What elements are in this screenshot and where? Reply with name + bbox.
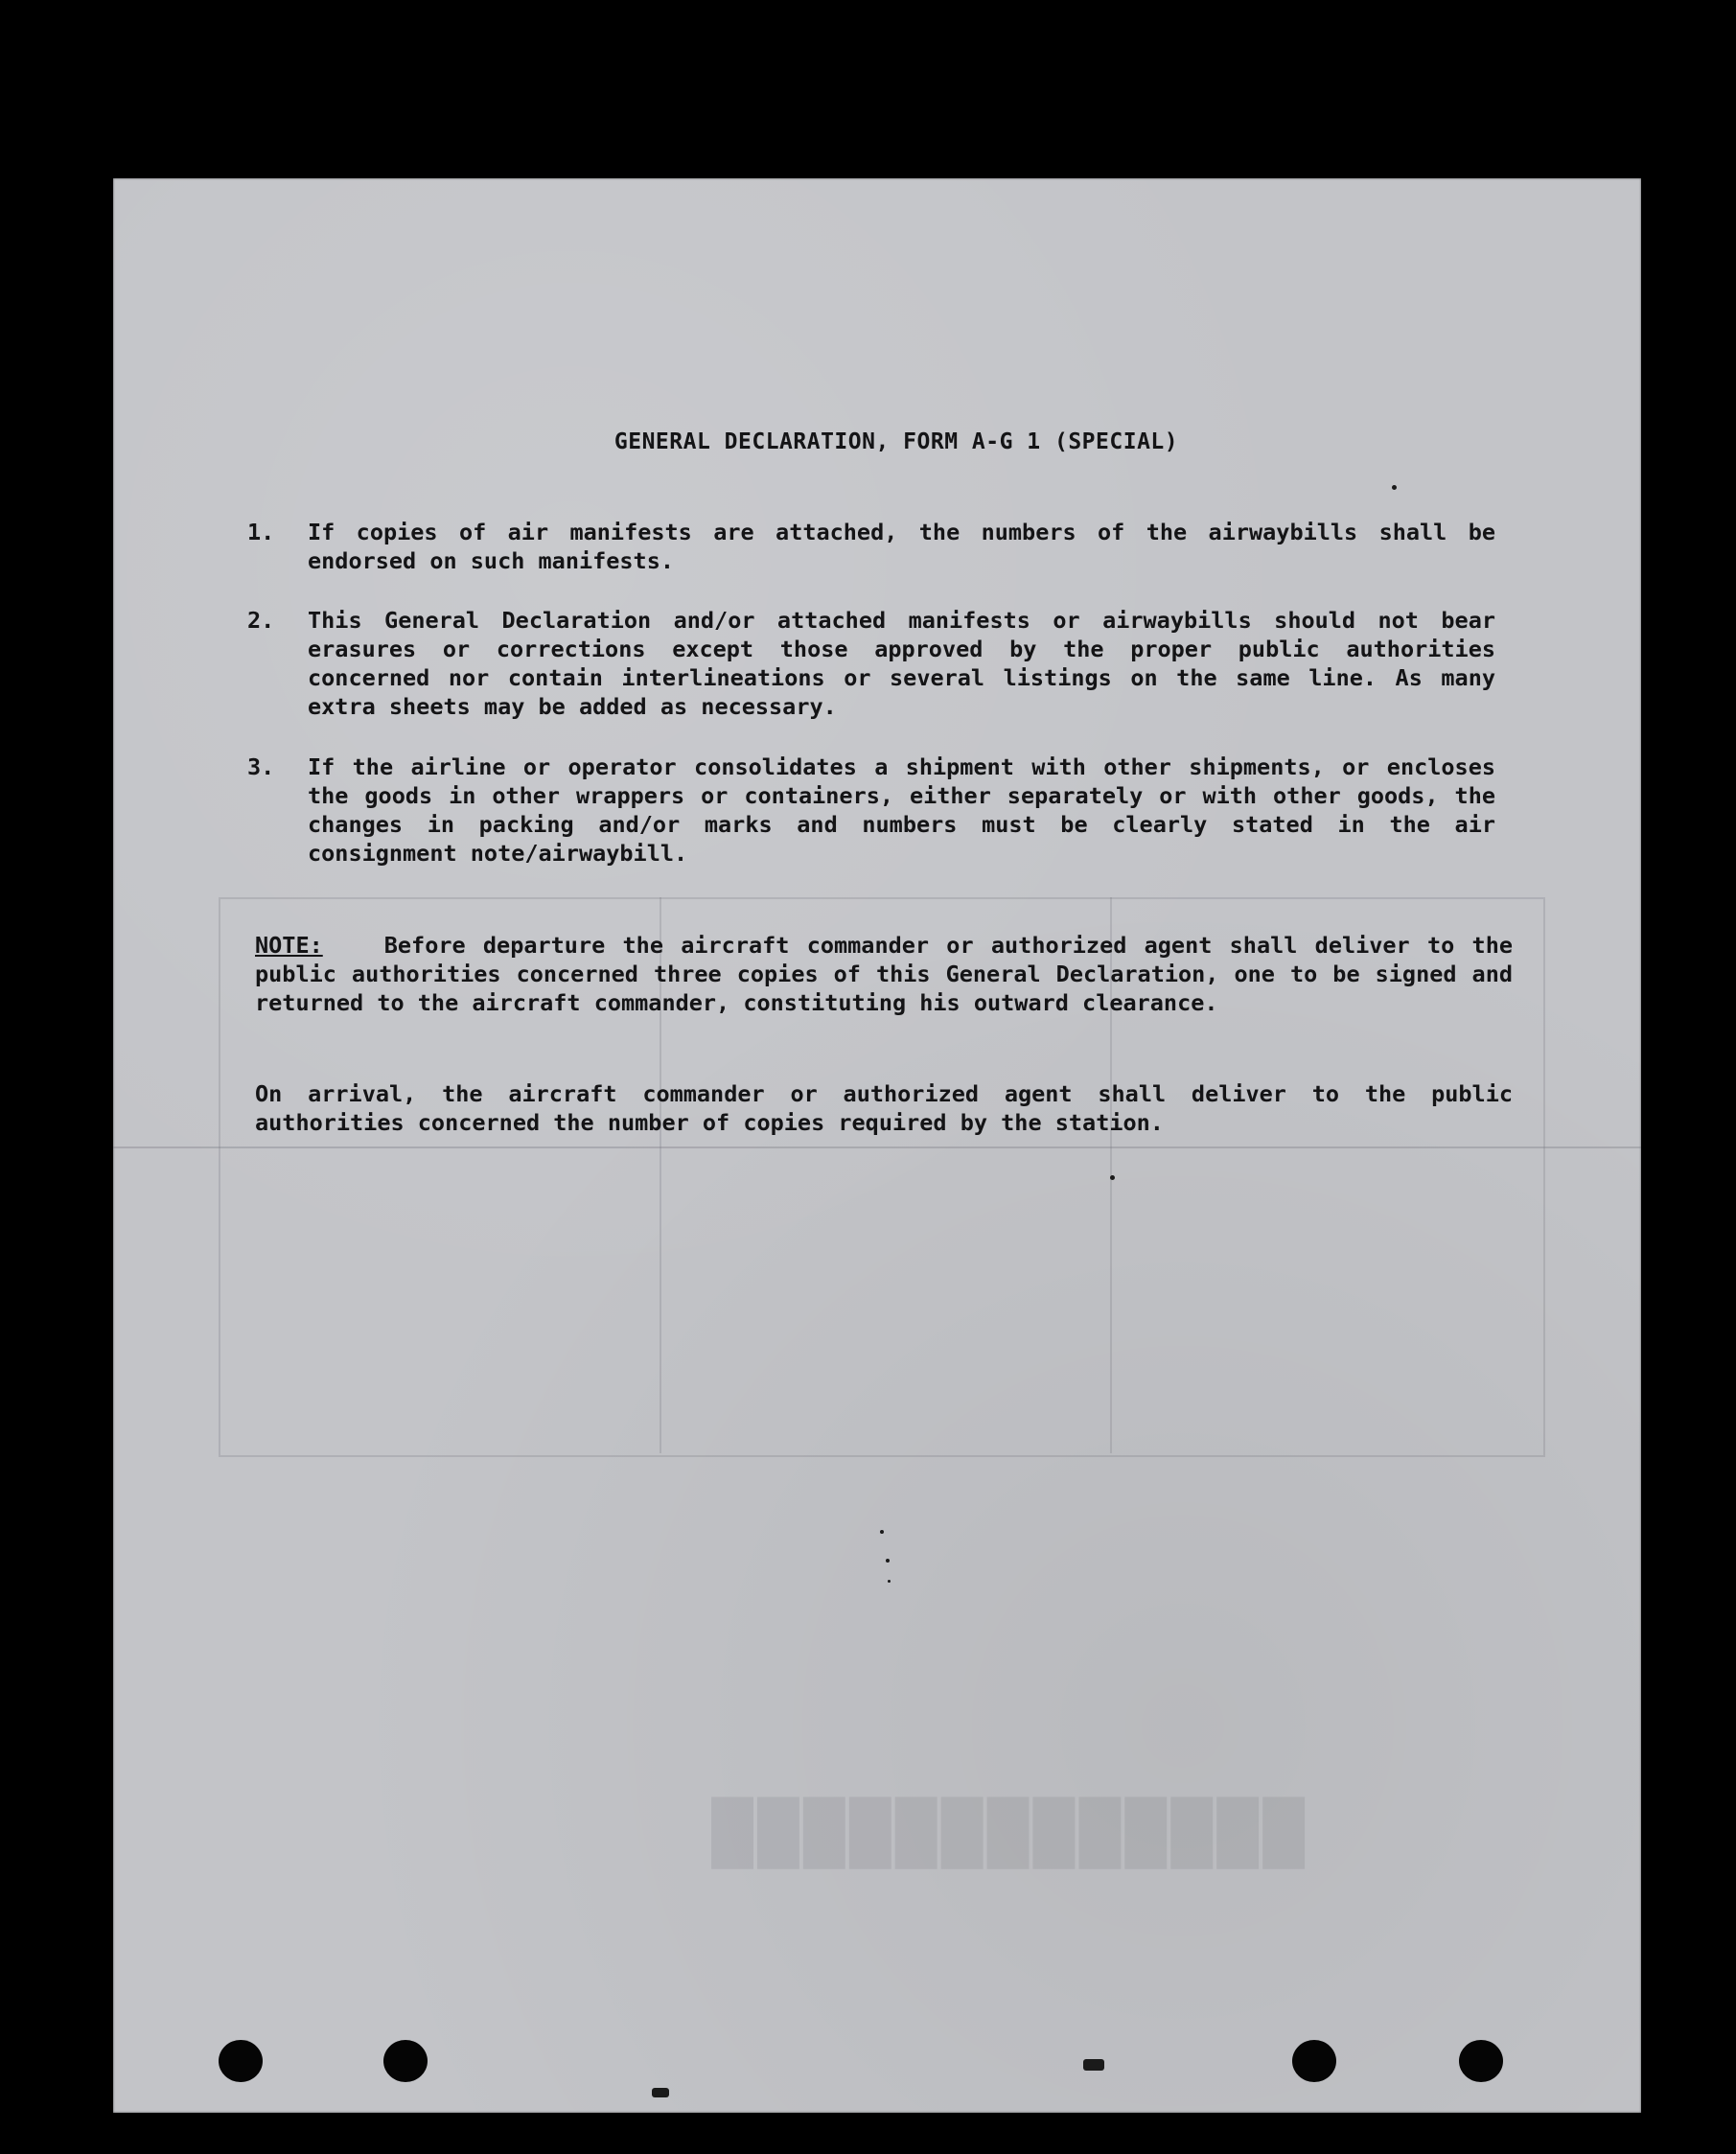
note-text: Before departure the aircraft commander or authorized agent shall deliver to the public authorities concerned three copies of this General Declaration, one to be signed and returned to the aircraft commander, constituting his outward clearance. [255, 932, 1513, 1016]
arrival-paragraph: On arrival, the aircraft commander or authorized agent shall deliver to the public authorities concerned the number of copies required by the station. [255, 1080, 1513, 1136]
ink-speck [888, 1580, 891, 1583]
punch-hole [1459, 2040, 1503, 2082]
punch-hole [219, 2040, 263, 2082]
ink-mark [1083, 2059, 1104, 2071]
note-label: NOTE: [255, 932, 323, 959]
punch-hole [1292, 2040, 1336, 2082]
item-text: If the airline or operator consolidates a shipment with other shipments, or encloses the goods in other wrappers or containers, either separately or with other goods, the changes in packing and/or marks and numbers must be clearly stated in the air consignment note/airwaybill. [308, 753, 1495, 867]
item-number: 2. [247, 607, 275, 634]
fold-crease [113, 1146, 1641, 1148]
instruction-item-1 [247, 518, 1495, 575]
ink-speck [1110, 1175, 1115, 1180]
note-paragraph [255, 931, 1513, 1017]
ink-mark [652, 2088, 669, 2097]
document-title: GENERAL DECLARATION, FORM A-G 1 (SPECIAL) [613, 429, 1179, 454]
ink-speck [886, 1559, 890, 1563]
instruction-item-2 [247, 606, 1495, 721]
ink-speck [880, 1530, 884, 1534]
item-text: If copies of air manifests are attached, the numbers of the airwaybills shall be endorsed on such manifests. [308, 519, 1495, 574]
item-number: 3. [247, 753, 275, 780]
instruction-item-3 [247, 753, 1495, 868]
document-page [113, 178, 1641, 2113]
bleed-through-heading: █████████████ [707, 1799, 1306, 1864]
ink-speck [1392, 485, 1397, 490]
item-text: This General Declaration and/or attached manifests or airwaybills should not bear erasures or corrections except those approved by the proper public authorities concerned nor contain interlineations or several listings on the same line. As many extra sheets may be added as necessary. [308, 607, 1495, 720]
punch-hole [383, 2040, 428, 2082]
item-number: 1. [247, 519, 275, 545]
